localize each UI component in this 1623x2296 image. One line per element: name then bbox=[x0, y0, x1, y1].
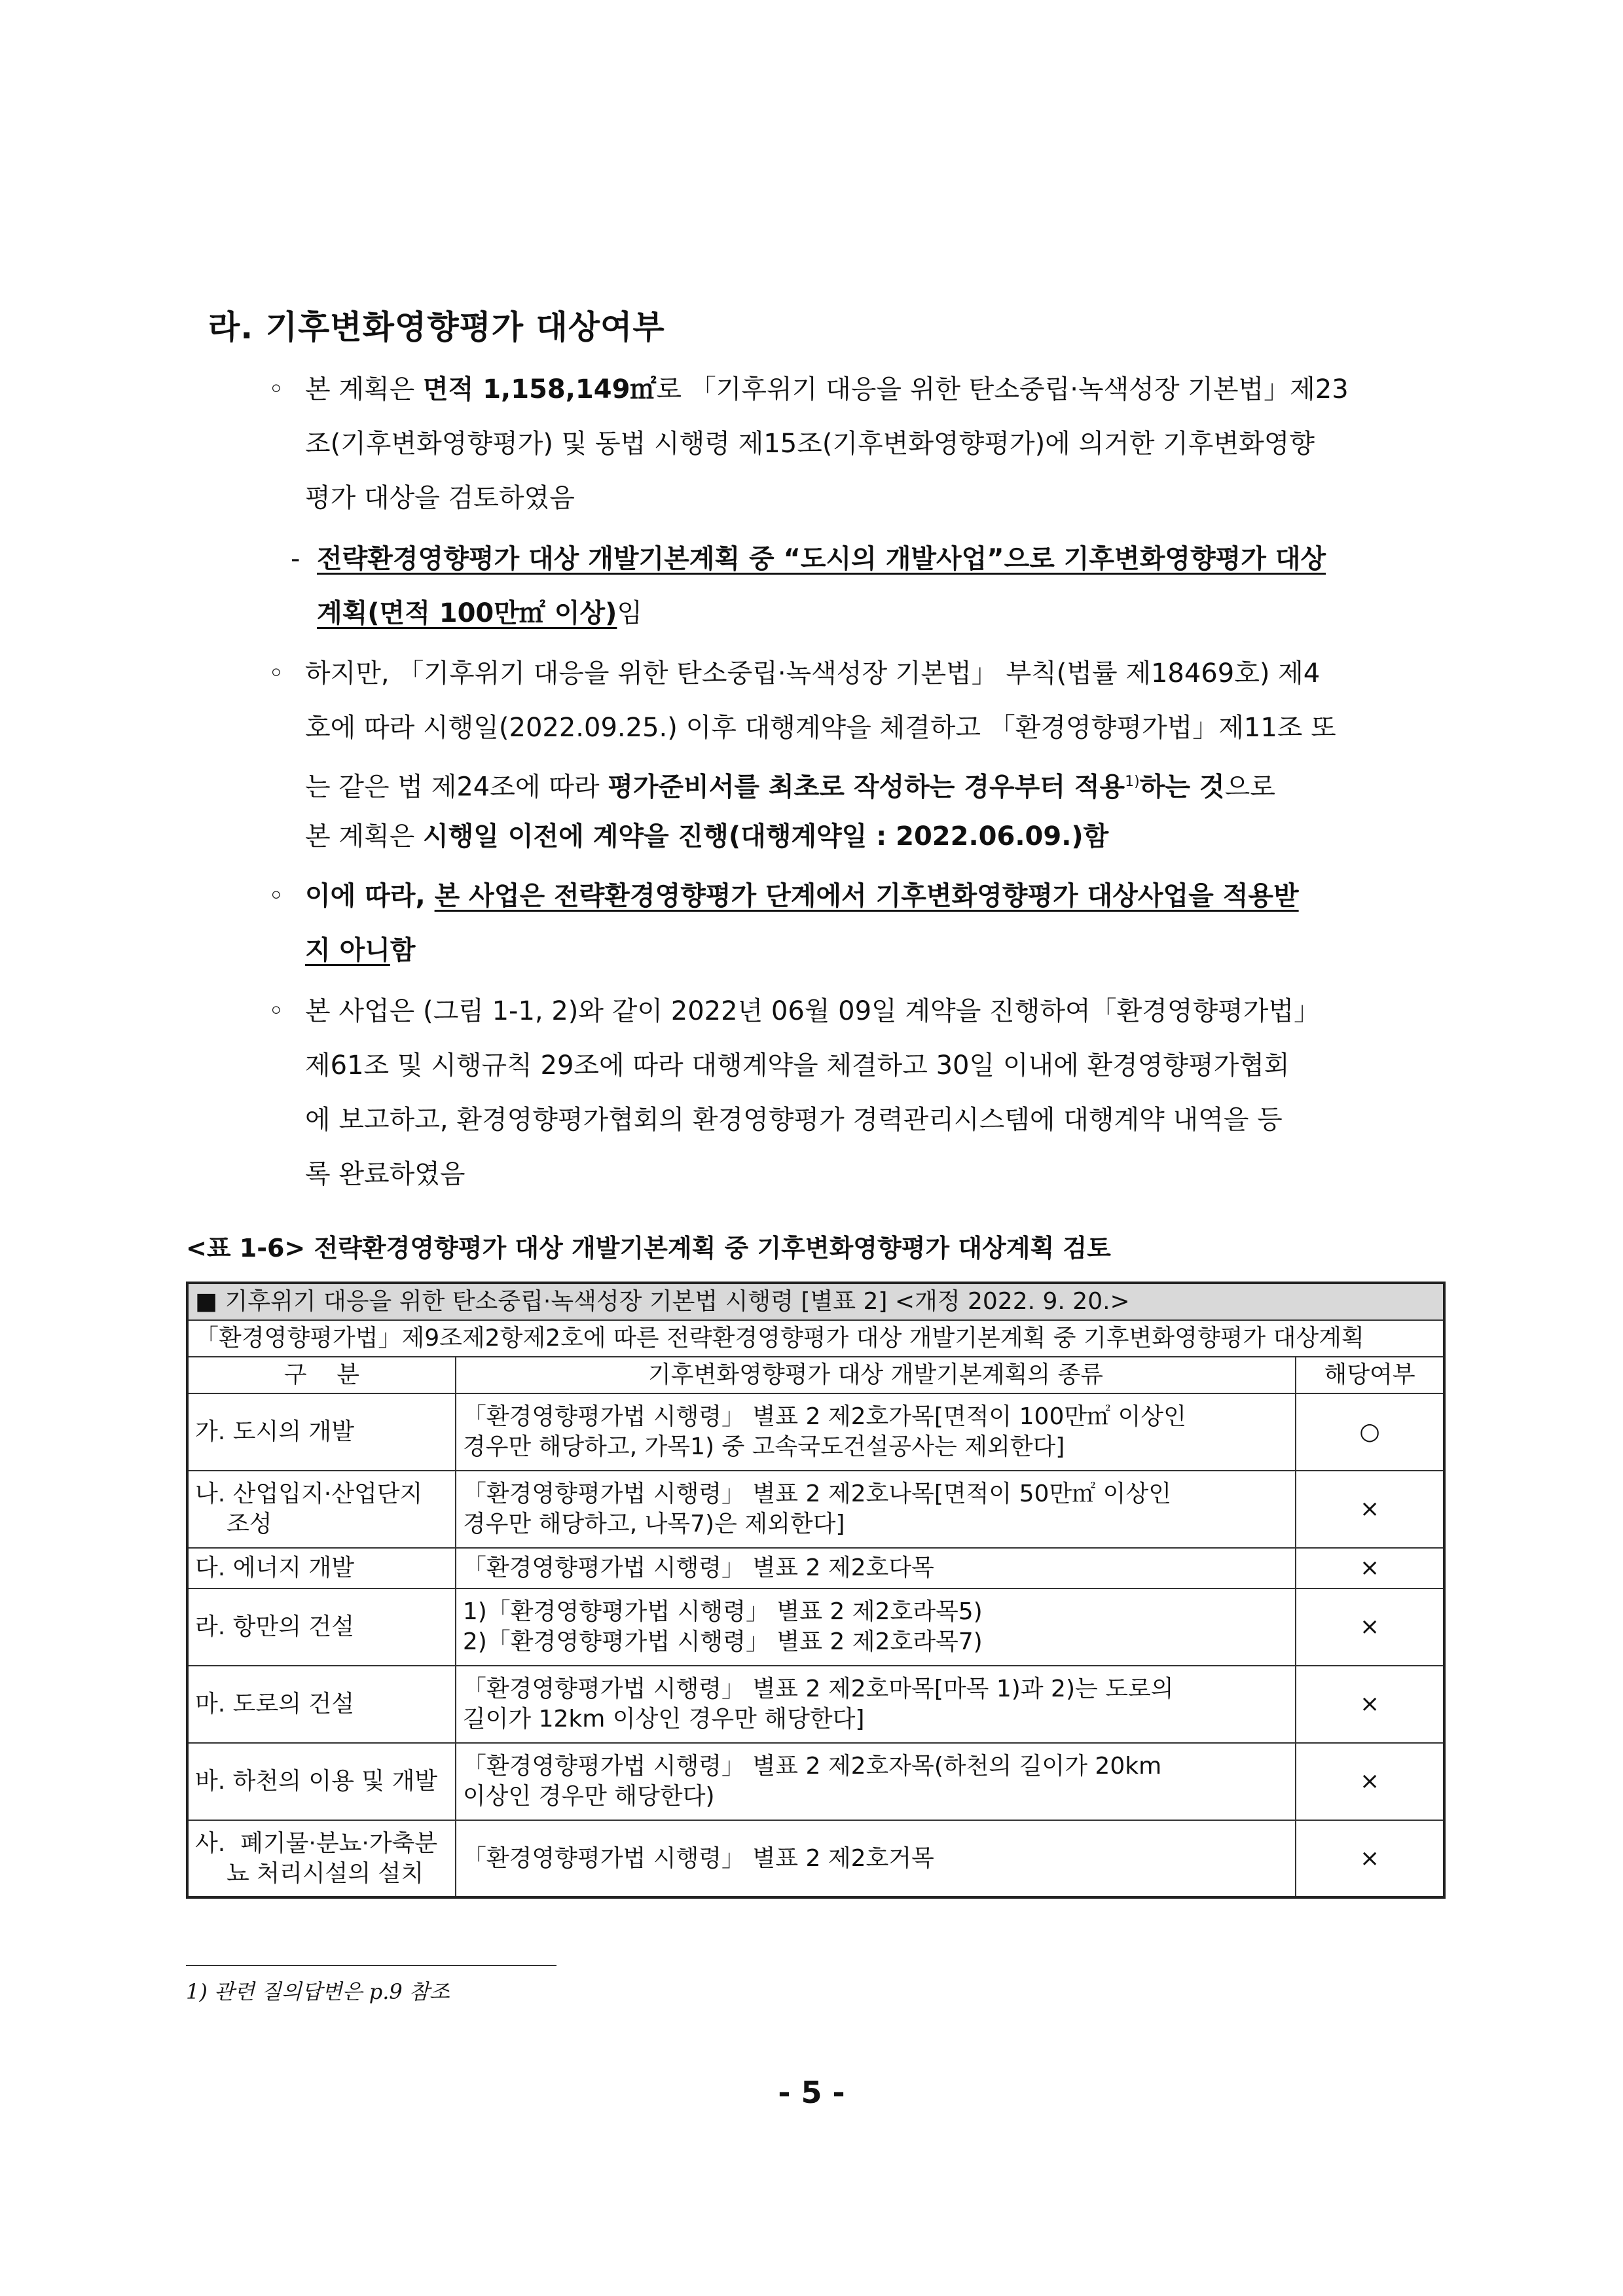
row-type: 「환경영향평가법 시행령」 별표 2 제2호다목 bbox=[456, 1548, 1296, 1588]
row-applies: ○ bbox=[1296, 1393, 1444, 1471]
header-type: 기후변화영향평가 대상 개발기본계획의 종류 bbox=[456, 1357, 1296, 1393]
table-row bbox=[187, 1820, 1444, 1897]
row-category: 다. 에너지 개발 bbox=[187, 1548, 456, 1588]
row-applies: × bbox=[1296, 1548, 1444, 1588]
p3-line-2: 호에 따라 시행일(2022.09.25.) 이후 대행계약을 체결하고 「환경영향평가법」제11조 또 bbox=[305, 713, 1336, 743]
row-category: 가. 도시의 개발 bbox=[187, 1393, 456, 1471]
p3-text: 는 같은 법 제24조에 따라 bbox=[305, 772, 608, 802]
p4-bold: 함 bbox=[390, 935, 416, 965]
p3-text: 본 계획은 bbox=[305, 821, 423, 852]
row-type: 「환경영향평가법 시행령」 별표 2 제2호나목[면적이 50만㎡ 이상인 경우만 해당하고, 나목7)은 제외한다] bbox=[456, 1471, 1296, 1548]
table-row bbox=[187, 1743, 1444, 1820]
p5-line-4: 록 완료하였음 bbox=[305, 1159, 465, 1189]
p1-text: 본 계획은 bbox=[305, 374, 423, 404]
p3-bold: 하는 것 bbox=[1139, 772, 1225, 802]
header-category: 구 분 bbox=[187, 1357, 456, 1393]
row-type: 1)「환경영향평가법 시행령」 별표 2 제2호라목5) 2)「환경영향평가법 시행령」 별표 2 제2호라목7) bbox=[456, 1588, 1296, 1666]
review-table bbox=[186, 1282, 1446, 1899]
bullet-2: ◦ bbox=[268, 658, 284, 689]
p4-underlined: 지 아니 bbox=[305, 935, 390, 965]
table-header-row bbox=[187, 1357, 1444, 1393]
table-subtitle: 「환경영향평가법」제9조제2항제2호에 따른 전략환경영향평가 대상 개발기본계획 중 기후변화영향평가 대상계획 bbox=[187, 1320, 1444, 1357]
p3-text: 으로 bbox=[1224, 772, 1275, 802]
p5-line-3: 에 보고하고, 환경영향평가협회의 환경영향평가 경력관리시스템에 대행계약 내역을 등 bbox=[305, 1105, 1283, 1135]
p1-area-bold: 면적 1,158,149㎡ bbox=[423, 374, 657, 404]
footnote-divider bbox=[186, 1965, 556, 1966]
p2-line-1: 전략환경영향평가 대상 개발기본계획 중 “도시의 개발사업”으로 기후변화영향평가 대상 bbox=[317, 544, 1326, 574]
row-applies: × bbox=[1296, 1588, 1444, 1666]
header-applies: 해당여부 bbox=[1296, 1357, 1444, 1393]
p3-line-4 bbox=[305, 818, 1108, 855]
p3-bold: 평가준비서를 최초로 작성하는 경우부터 적용 bbox=[608, 772, 1125, 802]
row-type: 「환경영향평가법 시행령」 별표 2 제2호자목(하천의 길이가 20km 이상인 경우만 해당한다) bbox=[456, 1743, 1296, 1820]
p1-line-2: 조(기후변화영향평가) 및 동법 시행령 제15조(기후변화영향평가)에 의거한 기후변화영향 bbox=[305, 429, 1315, 459]
row-applies: × bbox=[1296, 1820, 1444, 1897]
row-category: 라. 항만의 건설 bbox=[187, 1588, 456, 1666]
bullet-3: ◦ bbox=[268, 881, 284, 911]
row-applies: × bbox=[1296, 1471, 1444, 1548]
p4-line-1 bbox=[305, 878, 1299, 914]
table-subtitle-row bbox=[187, 1320, 1444, 1357]
p1-text: 로 「기후위기 대응을 위한 탄소중립·녹색성장 기본법」제23 bbox=[656, 374, 1349, 404]
table-caption: <표 1-6> 전략환경영향평가 대상 개발기본계획 중 기후변화영향평가 대상계획 검토 bbox=[186, 1234, 1111, 1263]
row-category: 바. 하천의 이용 및 개발 bbox=[187, 1743, 456, 1820]
dash-1: - bbox=[291, 544, 301, 574]
table-row bbox=[187, 1471, 1444, 1548]
row-type: 「환경영향평가법 시행령」 별표 2 제2호가목[면적이 100만㎡ 이상인 경우만 해당하고, 가목1) 중 고속국도건설공사는 제외한다] bbox=[456, 1393, 1296, 1471]
p5-line-1: 본 사업은 (그림 1-1, 2)와 같이 2022년 06월 09일 계약을 진행하여「환경영향평가법」 bbox=[305, 996, 1321, 1026]
p2-line-2 bbox=[317, 595, 642, 632]
p3-line-3 bbox=[305, 764, 1275, 805]
table-row bbox=[187, 1393, 1444, 1471]
table-row bbox=[187, 1588, 1444, 1666]
footnote-ref: 1) bbox=[1125, 774, 1140, 790]
p3-bold: 시행일 이전에 계약을 진행(대행계약일 : 2022.06.09.)함 bbox=[423, 821, 1109, 852]
table-row bbox=[187, 1666, 1444, 1743]
p3-line-1: 하지만, 「기후위기 대응을 위한 탄소중립·녹색성장 기본법」 부칙(법률 제18469호) 제4 bbox=[305, 658, 1321, 689]
page-number: - 5 - bbox=[778, 2075, 845, 2110]
table-banner-row bbox=[187, 1283, 1444, 1320]
row-category: 사. 폐기물·분뇨·가축분 뇨 처리시설의 설치 bbox=[187, 1820, 456, 1897]
footnote: 1) 관련 질의답변은 p.9 참조 bbox=[186, 1979, 450, 2004]
table-banner: ■ 기후위기 대응을 위한 탄소중립·녹색성장 기본법 시행령 [별표 2] <개정 2022. 9. 20.> bbox=[187, 1283, 1444, 1320]
p4-line-2 bbox=[305, 932, 416, 969]
p2-text: 임 bbox=[617, 598, 643, 628]
table-row bbox=[187, 1548, 1444, 1588]
row-applies: × bbox=[1296, 1666, 1444, 1743]
p4-bold: 이에 따라, bbox=[305, 881, 435, 911]
row-type: 「환경영향평가법 시행령」 별표 2 제2호거목 bbox=[456, 1820, 1296, 1897]
row-category: 나. 산업입지·산업단지 조성 bbox=[187, 1471, 456, 1548]
p1-line-3: 평가 대상을 검토하였음 bbox=[305, 483, 575, 513]
row-type: 「환경영향평가법 시행령」 별표 2 제2호마목[마목 1)과 2)는 도로의 길이가 12km 이상인 경우만 해당한다] bbox=[456, 1666, 1296, 1743]
p4-underlined: 본 사업은 전략환경영향평가 단계에서 기후변화영향평가 대상사업을 적용받 bbox=[434, 881, 1299, 911]
row-category: 마. 도로의 건설 bbox=[187, 1666, 456, 1743]
p5-line-2: 제61조 및 시행규칙 29조에 따라 대행계약을 체결하고 30일 이내에 환경영향평가협회 bbox=[305, 1050, 1290, 1081]
bullet-4: ◦ bbox=[268, 996, 284, 1026]
p1-line-1 bbox=[305, 371, 1349, 408]
row-applies: × bbox=[1296, 1743, 1444, 1820]
section-title: 라. 기후변화영향평가 대상여부 bbox=[208, 308, 665, 346]
p2-underlined: 계획(면적 100만㎡ 이상) bbox=[317, 598, 617, 628]
bullet-1: ◦ bbox=[268, 374, 284, 404]
